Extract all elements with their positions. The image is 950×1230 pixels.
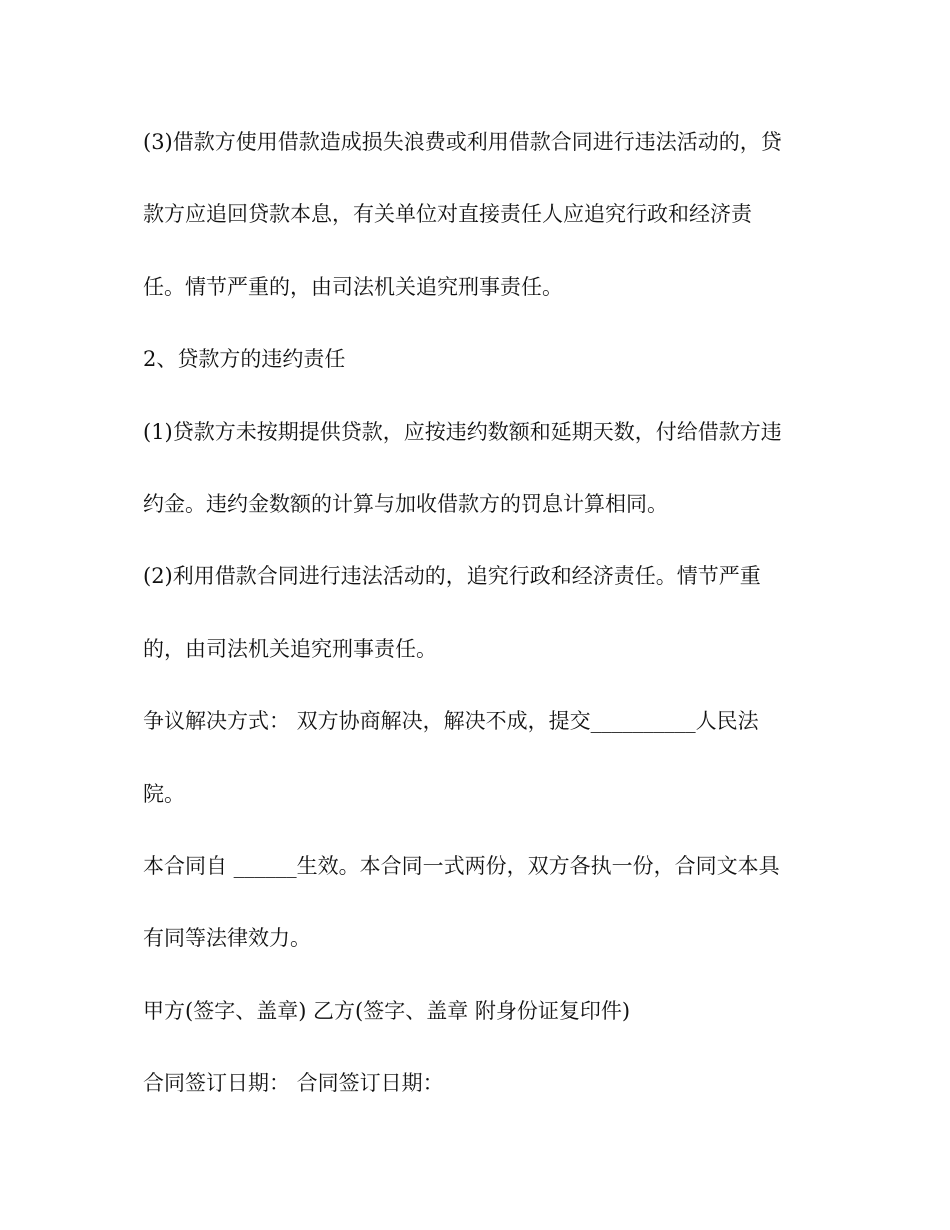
signature-line: 甲方(签字、盖章) 乙方(签字、盖章 附身份证复印件) [143, 998, 631, 1023]
document-body [143, 116, 808, 1129]
dispute-resolution-line: 争议解决方式： 双方协商解决，解决不成，提交__________人民法 [143, 709, 759, 734]
signing-date-line: 合同签订日期： 合同签订日期： [143, 1071, 444, 1096]
paragraph-line: 款方应追回贷款本息，有关单位对直接责任人应追究行政和经济责 [143, 202, 752, 227]
paragraph-line: (1)贷款方未按期提供贷款，应按违约数额和延期天数，付给借款方违 [143, 419, 782, 444]
paragraph-line: 的，由司法机关追究刑事责任。 [143, 636, 437, 661]
paragraph-line: (2)利用借款合同进行违法活动的，追究行政和经济责任。情节严重 [143, 564, 761, 589]
paragraph-line: 约金。违约金数额的计算与加收借款方的罚息计算相同。 [143, 491, 668, 516]
paragraph-line: (3)借款方使用借款造成损失浪费或利用借款合同进行违法活动的，贷 [143, 130, 782, 154]
dispute-resolution-line: 院。 [143, 781, 185, 806]
effectiveness-line: 本合同自 ______生效。本合同一式两份，双方各执一份，合同文本具 [143, 853, 780, 878]
paragraph-line: 任。情节严重的，由司法机关追究刑事责任。 [143, 274, 563, 299]
section-heading: 2、贷款方的违约责任 [143, 347, 346, 372]
effectiveness-line: 有同等法律效力。 [143, 926, 311, 951]
